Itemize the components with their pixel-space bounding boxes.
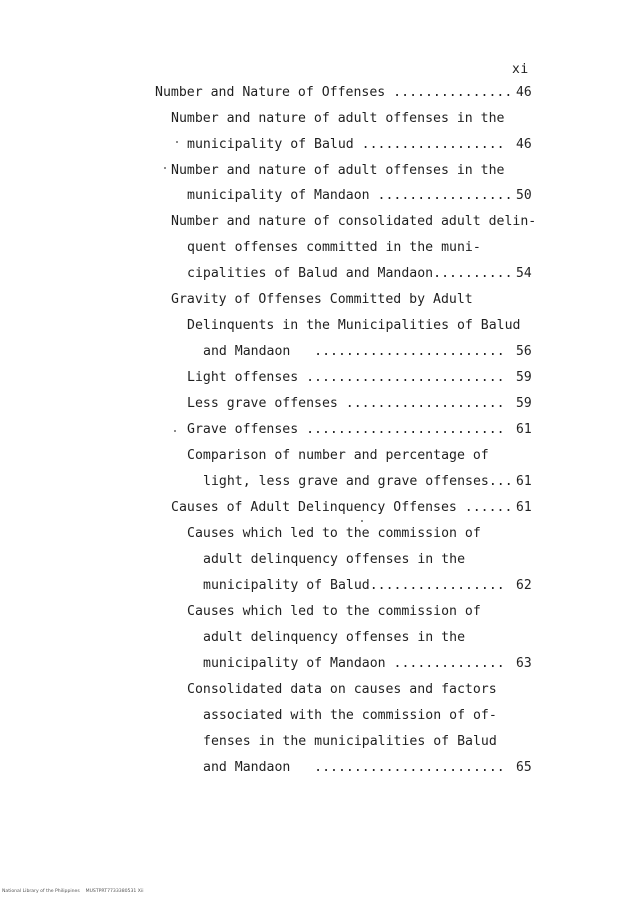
toc-entry-line: Number and nature of consolidated adult delin- [171,214,537,229]
toc-entry-number-nature-offenses: Number and Nature of Offenses ............... [155,85,513,100]
scan-footer: National Library of the Philippines MUSTPRT7733380531 Xii [2,889,144,894]
toc-entry-line: municipality of Mandaon ................. [187,188,513,203]
toc-entry-line: cipalities of Balud and Mandaon.......... [187,266,513,281]
toc-page-ref: 46 [516,85,532,100]
toc-entry-line: municipality of Balud .................. [187,137,505,152]
toc-entry-line: Causes which led to the commission of [187,604,481,619]
toc-entry-light-offenses: Light offenses ......................... [187,370,505,385]
toc-entry-line: fenses in the municipalities of Balud [203,734,497,749]
scan-speck [361,520,363,522]
toc-entry-line: Causes which led to the commission of [187,526,481,541]
toc-page-ref: 61 [516,500,532,515]
toc-entry-line: municipality of Mandaon .............. [203,656,505,671]
toc-entry-line: and Mandaon ........................ [203,344,505,359]
toc-page-ref: 59 [516,396,532,411]
toc-entry-line: adult delinquency offenses in the [203,630,466,645]
toc-entry-causes-delinquency: Causes of Adult Delinquency Offenses ...... [171,500,513,515]
toc-entry-gravity-offenses: Gravity of Offenses Committed by Adult [171,292,473,307]
toc-page-ref: 59 [516,370,532,385]
scan-speck [174,430,176,432]
toc-page-ref: 54 [516,266,532,281]
scan-speck [176,141,178,143]
page-number: xi [512,62,529,77]
toc-entry-line: associated with the commission of of- [203,708,497,723]
toc-page-ref: 61 [516,474,532,489]
toc-page-ref: 61 [516,422,532,437]
toc-entry-line: Comparison of number and percentage of [187,448,489,463]
toc-entry-line: Consolidated data on causes and factors [187,682,497,697]
toc-page-ref: 65 [516,760,532,775]
toc-entry-grave-offenses: Grave offenses ......................... [187,422,505,437]
toc-page-ref: 50 [516,188,532,203]
toc-entry-line: Number and nature of adult offenses in the [171,163,505,178]
toc-page-ref: 63 [516,656,532,671]
toc-entry-line: Delinquents in the Municipalities of Balud [187,318,521,333]
toc-page-ref: 56 [516,344,532,359]
toc-entry-line: light, less grave and grave offenses... [203,474,513,489]
toc-entry-line: municipality of Balud................. [203,578,505,593]
toc-page-ref: 46 [516,137,532,152]
toc-page-ref: 62 [516,578,532,593]
toc-entry-line: and Mandaon ........................ [203,760,505,775]
toc-entry-less-grave-offenses: Less grave offenses .................... [187,396,505,411]
toc-entry-line: quent offenses committed in the muni- [187,240,481,255]
toc-entry-line: Number and nature of adult offenses in the [171,111,505,126]
toc-entry-line: adult delinquency offenses in the [203,552,466,567]
scan-speck [164,167,166,169]
